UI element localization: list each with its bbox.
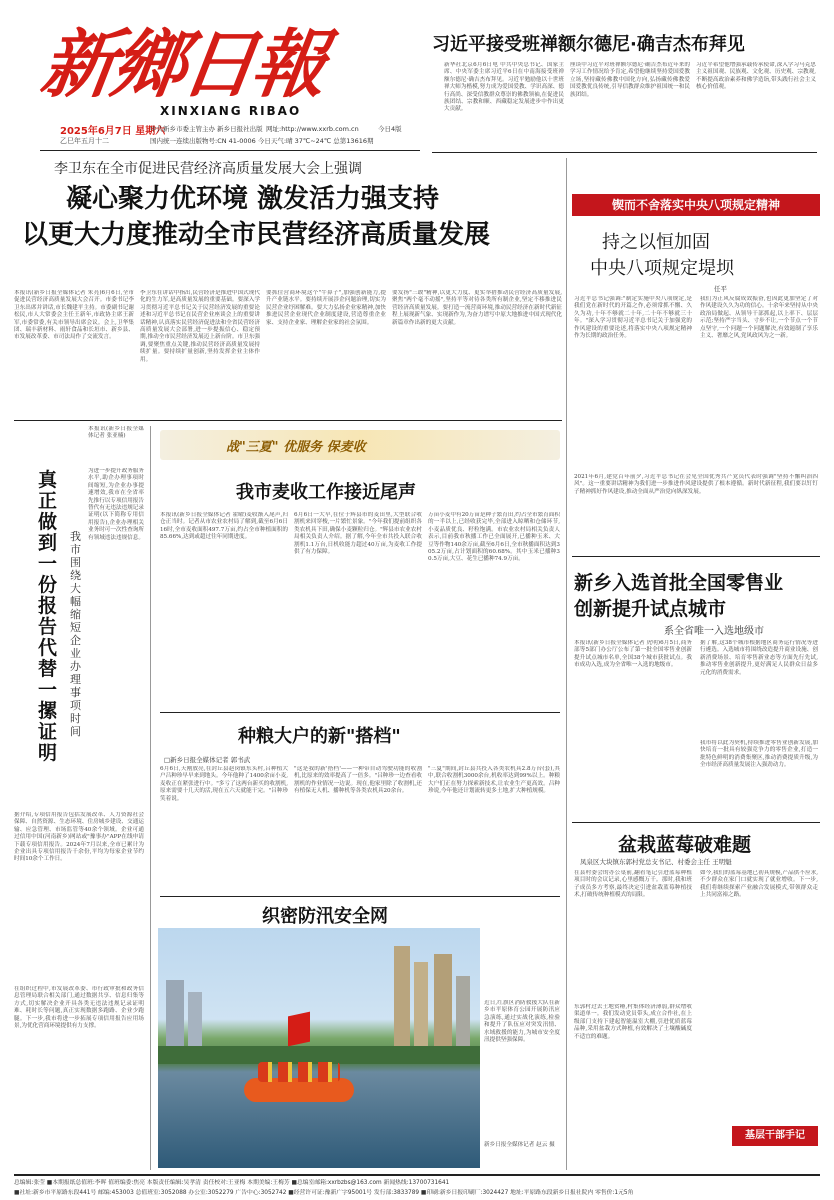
newspaper-logo: 新鄉日報 bbox=[36, 22, 329, 108]
photo-tower-1 bbox=[166, 980, 184, 1050]
side-headline-1: 持之以恒加固 bbox=[602, 232, 710, 253]
publisher-line: 中共新乡市委主管主办 新乡日报社出版 bbox=[150, 125, 263, 133]
summer-col-1: 本报讯(新乡日报全媒体记者 霍曜)麦收渐入尾声,归仓正当时。记者从市农业农村局了解到,截至6月6日16时,全市麦收面积497.7万亩,约占全市种植面积的85.66%,达到或超过往年同期进度。 bbox=[160, 512, 288, 541]
retail-headline-1: 新乡入选首批全国零售业 bbox=[574, 572, 784, 594]
flood-rule bbox=[160, 896, 560, 897]
left-feature-col-2: 据介绍,专项信用报告包括发展改革、人力资源社会保障、自然资源、生态环境、住房城乡建设、交通运输、应急管理、市场监管等40余个领域。企业可通过信用中国(河南新乡)网站或"豫事办"APP在线申请下载专项信用报告。2024年7月以来,全市已累计为企业出具专项信用报告千余份,平均为每家企业节约时间10余个工作日。 bbox=[14, 812, 144, 863]
page-count: 今日4版 bbox=[378, 125, 402, 133]
side-col-1: 习近平总书记强调:"制定实施中央八项规定,是我们党在新时代的开篇之作,必须常抓不懈、久久为功,十年不够就二十年,二十年不够就三十年。"深入学习贯彻习近平总书记关于加强党的作风建设的重要论述,将落实中央八项规定精神作为长期的政治任务。 bbox=[574, 296, 692, 340]
flood-credit: 新乡日报全媒体记者 赵云 摄 bbox=[484, 1142, 555, 1148]
grain-col-1: 6月6日,天刚放亮,在封丘县赵岗镇东头村,吕种植大户吕种珍早早来到地头。今年他种了1400余亩小麦,麦收正在紧张进行中。"多亏了这两台新买的收割机,原来需要十几天的活,现在五六天就能干完。"吕种珍笑着说。 bbox=[160, 766, 288, 802]
summer-col-3: 万亩小麦中有20万亩是种子繁育田,约占全市繁育面积的一半以上,已经收获完毕,全部进入晾晒和仓储环节,小麦品质优良、籽粒饱满。市农业农村局相关负责人表示,目前我市秋播工作已全面展开,已播种玉米、大豆等作物140余万亩,截至6月6日,全市秋播面积达到305.2万亩,占计划面积的60.68%。其中玉米已播种30.5万亩,大豆、花生已播种74.9万亩。 bbox=[428, 512, 560, 563]
flood-headline: 织密防汛安全网 bbox=[262, 906, 388, 927]
grain-byline: □新乡日报全媒体记者 郭书武 bbox=[164, 756, 251, 764]
grain-headline: 种粮大户的新"搭档" bbox=[238, 726, 401, 747]
photo-tower-6 bbox=[456, 976, 470, 1050]
footer-rule bbox=[14, 1174, 820, 1176]
left-feature-subhead: 我市围绕大幅缩短企业办理事项时间 bbox=[70, 530, 81, 738]
flood-photo bbox=[158, 928, 480, 1168]
grain-col-3: "三夏"期间,封丘县共投入各类农机具2.8万台(套),其中,联合收割机3000余台,机收率达到99%以上。种粮大户们正在努力探索新技术,让农业生产更高效。吕种珍说,今年他还计划流转更多土地,扩大种植规模。 bbox=[428, 766, 560, 795]
left-feature-col-1: 为进一步提升政务服务水平,助企办理事项时间缩短,为企业办事提速增效,我市在全省率先推行以专项信用报告替代有无违法违规记录证明(以下简称专用信用报告),企业办理相关业务时可一次性查询所有领域违法违规信息。 bbox=[88, 468, 144, 541]
retail-col-1: 本报讯(新乡日报全媒体记者 虎明)6月5日,商务部等5部门办公厅公布了第一批全国零售业创新提升试点城市名单,全国38个城市获批试点。我市成功入选,成为全省唯一入选的地级市。 bbox=[574, 640, 692, 669]
photo-tower-5 bbox=[434, 954, 452, 1050]
lead-headline-2: 以更大力度推动全市民营经济高质量发展 bbox=[22, 220, 491, 250]
summer-banner-text: 战"三夏" 优服务 保麦收 bbox=[226, 440, 366, 455]
top-story-col-1: 新华社北京6月6日电 中共中央总书记、国家主席、中央军委主席习近平6日在中南海接受班禅额尔德尼·确吉杰布拜见。习近平勉励他以十世班禅大师为楷模,努力成为爱国爱教、学识高深、德行高尚、深受信教群众尊崇的佛教领袖,在促进民族团结、宗教和顺、西藏稳定发展进步中作出更大贡献。 bbox=[444, 62, 564, 113]
flood-caption: 近日,红旗区消防救援大队在新乡市平原体育公园开展防汛应急演练,通过实战化演练,检验和提升了队伍应对突发汛情、水域救援的能力,为城市安全度汛提供坚强保障。 bbox=[484, 1000, 560, 1044]
blueberry-col-2: 东郭村过去土地贫瘠,村集体经济薄弱,群众增收渠道单一。我们发动党员带头,成立合作社,在上级部门支持下建起智能温室大棚,引进优质蓝莓品种,采用盆栽方式种植,有效解决了土壤酸碱度不适宜的难题。 bbox=[574, 1004, 692, 1040]
top-rule bbox=[432, 152, 817, 153]
lead-col-2: 李卫东在讲话中指出,民营经济是推进中国式现代化的生力军,是高质量发展的重要基础。要深入学习贯彻习近平总书记关于民营经济发展的重要论述和习近平总书记在民营企业座谈会上的重要讲话精神,认真落实民营经济促进法和全省民营经济高质量发展大会部署,进一步提振信心、稳定预期,推动全市民营经济发展迈上新台阶。市卫东强调,要聚焦重点关键,推动民营经济高质量发展持续扩量。要持续扩量创新,坚持发挥企业主体作用。 bbox=[140, 290, 260, 363]
summer-col-2: 6月6日一大早,在位于辉县市的麦田里,大型联合收割机来回穿梭,一片繁忙景象。"今年我们提前组织各类农机具下田,确保小麦颗粒归仓。"辉县市农业农村局相关负责人介绍。据了解,今年全市共投入联合收割机1.1万台,日机收能力超过40万亩,为麦收工作提供了有力保障。 bbox=[294, 512, 422, 556]
photo-tower-3 bbox=[394, 946, 410, 1050]
left-feature-col-3: 在组织过程中,市发展改革委、市行政审批和政务信息管理局联合相关部门,通过数据共享、信息归集等方式,切实解决企业开具各类无违法违规记录证明难、耗时长等问题,真正实现数据多跑路、企业少跑腿。下一步,我市将进一步拓展专项信用报告应用场景,为优化营商环境提供有力支撑。 bbox=[14, 986, 144, 1030]
blueberry-col-1: 在县村委会的办公桌前,翻看笔记引进蓝莓种植项目时的会议记录,心里感慨万千。那时,我和班子成员多方考察,最终决定引进盆栽蓝莓种植技术,打破传统种植模式的局限。 bbox=[574, 870, 692, 899]
issue-info: 国内统一连续出版物号:CN 41-0006 今日天气:晴 37℃~24℃ 总第13616期 bbox=[150, 137, 374, 145]
side-col-2: 我们为正风反腐成效振奋,也因此更加坚定了对作风建设久久为功的信心。十余年来坚持从中央政治局做起、从领导干部抓起,以上率下、层层示范;坚持严字当头、寸步不让,一个节点一个节点坚守,一个问题一个问题解决,有效遏制了享乐主义、奢靡之风,党风政风为之一新。 bbox=[700, 296, 818, 340]
photo-tower-4 bbox=[414, 962, 428, 1050]
blueberry-col-3: 如今,我们的蓝莓基地已初具规模,产品供不应求,不少群众在家门口就实现了就业增收。下一步,我们将继续探索产业融合发展模式,带领群众走上共同富裕之路。 bbox=[700, 870, 818, 899]
masthead-rule bbox=[40, 150, 420, 151]
retail-subhead: 系全省唯一入选地级市 bbox=[664, 626, 764, 637]
lead-headline-1: 凝心聚力优环境 激发活力强支持 bbox=[66, 184, 440, 214]
grassroots-badge: 基层干部手记 bbox=[732, 1126, 818, 1146]
side-author: 任平 bbox=[714, 285, 727, 293]
top-story-headline: 习近平接受班禅额尔德尼·确吉杰布拜见 bbox=[432, 34, 745, 55]
right-divider bbox=[566, 556, 567, 1170]
left-feature-headline: 真正做到一份报告代替一摞证明 bbox=[38, 469, 58, 764]
lead-rule bbox=[14, 420, 562, 421]
side-rule bbox=[572, 556, 820, 557]
retail-headline-2: 创新提升试点城市 bbox=[574, 598, 727, 620]
retail-rule bbox=[572, 822, 820, 823]
side-col-3: 2021年6月,建党百年前夕,习近平总书记在会见全国优秀共产党员代表时强调"坚持不懈纠治四风"。这一重要讲话精神为我们进一步推进作风建设提供了根本遵循。新时代新征程,我们要以钉钉子精神抓好作风建设,推动全面从严治党向纵深发展。 bbox=[574, 474, 818, 495]
retail-col-3: 我市将以此为契机,持续推进零售业创新发展,加快培育一批具有较强竞争力的零售企业,打造一批特色鲜明的消费集聚区,推动消费提质升级,为全市经济高质量发展注入强劲动力。 bbox=[700, 740, 818, 769]
photo-flag bbox=[288, 1012, 310, 1047]
retail-col-2: 据了解,这38个城市根据地区商务运行情况等进行遴选。入选城市将围绕改造提升商业设施、创新消费场景、培育零售新业态等方面先行先试,推动零售业创新提升,更好满足人民群众日益多元化的消费需求。 bbox=[700, 640, 818, 676]
lead-kicker: 李卫东在全市促进民营经济高质量发展大会上强调 bbox=[54, 161, 362, 177]
grain-rule bbox=[160, 712, 560, 713]
lead-col-4: 要发扬"三敢"精神,以更大力度、更实举措推动民营经济高质量发展,聚焦"两个毫不动摇",坚持平等对待各类所有制企业,坚定不移推进民营经济高质量发展。要打造一流营商环境,推动民营经济在新时代新征程上展现新气象、实现新作为,为奋力谱写中原大地推进中国式现代化新篇章作出新的更大贡献。 bbox=[392, 290, 562, 326]
photo-tower-2 bbox=[188, 992, 202, 1050]
lunar-date: 乙巳年五月十二 bbox=[60, 137, 109, 145]
photo-rescuers bbox=[258, 1062, 340, 1082]
top-story-col-2: 座谈中习近平对班禅额尔德尼·确吉杰布近年来的学习工作情况给予肯定,希望他继续坚持爱国爱教立场,坚持藏传佛教中国化方向,弘扬藏传佛教爱国爱教优良传统,引导信教群众维护祖国统一和民族团结。 bbox=[570, 62, 690, 98]
blueberry-author: 凤泉区大块镇东郭村党总支书记、村委会主任 王明魁 bbox=[580, 858, 732, 866]
grain-col-2: "这是我的新'搭档'——一种带自动驾驶功能的收割机,比原来的效率提高了一倍多。"吕种珍一边查看收割机的作业情况一边说。现在,他家里除了收割机,还有植保无人机、播种机等各类农机具20余台。 bbox=[294, 766, 422, 795]
footer-line-1: 总编辑:张莹 ■本期报纸总值班:李晖 值班编委:焦亮 本版责任编辑:吴孝清 责任校对:王亚梅 本期美编:王梅芳 ■总编室邮箱:xxrbzbs@163.com 新闻热线:13700731641 bbox=[14, 1180, 450, 1186]
side-headline-2: 中央八项规定堤坝 bbox=[590, 258, 734, 279]
logo-pinyin: XINXIANG RIBAO bbox=[160, 104, 302, 118]
lead-col-3: 要抓住营商环境这个"牛鼻子",加强创新能力,提升产业链水平。要持续开展涉企问题治理,切实为民营企业纾困解难。要大力弘扬企业家精神,加快推进民营企业现代企业制度建设,营造尊重企业家、支持企业家、理解企业家的社会氛围。 bbox=[266, 290, 386, 326]
lead-col-1: 本报讯(新乡日报全媒体记者 朱亮)6月6日,全市促进民营经济高质量发展大会召开。市委书记李卫东出席并讲话,市长魏建平主持。市委副书记谢松民,市人大常委会主任王新年,市政协主席王新军,市委常委,有关市领导出席会议。会上,卫华集团、瑞丰新材料、雨轩食品和长垣市、新乡县、市发展改革委、市司法局作了交流发言。 bbox=[14, 290, 134, 341]
left-divider bbox=[150, 426, 151, 1170]
website-url: 网址:http://www.xxrb.com.cn bbox=[266, 125, 359, 133]
issue-date: 2025年6月7日 星期六 bbox=[60, 126, 166, 137]
blueberry-headline: 盆栽蓝莓破难题 bbox=[618, 834, 752, 856]
left-feature-kicker: 本报讯(新乡日报全媒体记者 张亚楠) bbox=[88, 426, 144, 440]
side-badge: 锲而不舍落实中央八项规定精神 bbox=[572, 194, 820, 216]
footer-line-2: ■社址:新乡市平原路东段441号 邮编:453003 总值班室:3052088 办公室:3052279 广告中心:3052742 ■经营许可证:豫新广字95001号 发行部:3833789 ■印刷:新乡日报印刷厂:3024427 地址:平原路东段新乡日报社院内 零售价:1元5角 bbox=[14, 1190, 634, 1196]
summer-headline: 我市麦收工作接近尾声 bbox=[236, 482, 416, 503]
top-story-col-3: 习近平希望他增强承载传承使命,深入学习马克思主义祖国观、民族观、文化观、历史观、宗教观,不断提高政治素养和佛学造诣,带头践行社会主义核心价值观。 bbox=[696, 62, 816, 91]
